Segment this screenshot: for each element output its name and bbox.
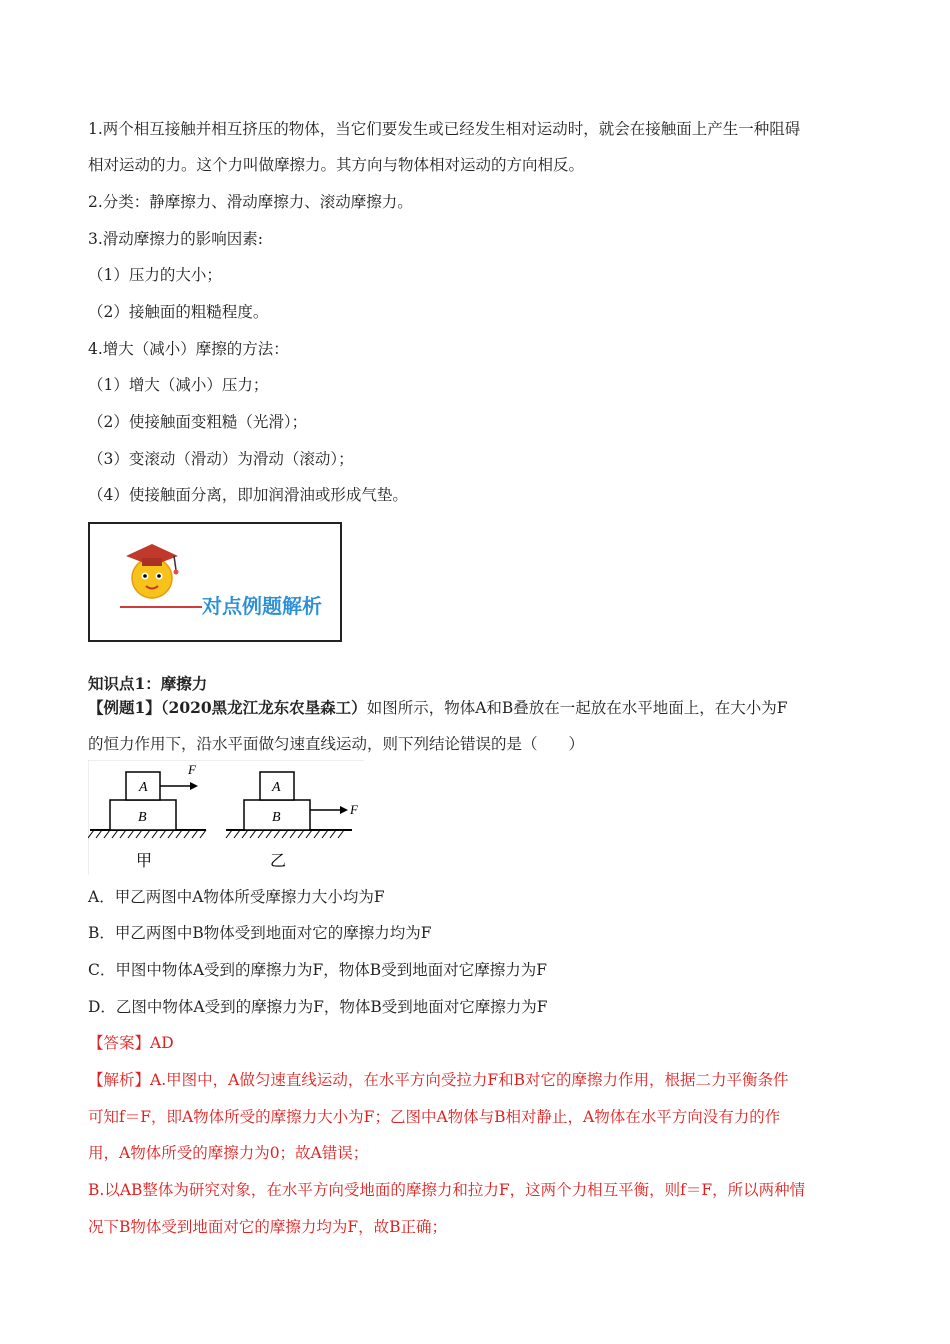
block-b-label: B: [138, 810, 147, 825]
answer-tag: 【答案】: [88, 1034, 151, 1052]
answer-value: AD: [150, 1034, 174, 1052]
intro-line: （4）使接触面分离，即加润滑油或形成气垫。: [88, 486, 408, 504]
intro-line: （1）增大（减小）压力；: [88, 376, 269, 394]
intro-line: （2）使接触面变粗糙（光滑）；: [88, 413, 308, 431]
analysis-line: 用，A物体所受的摩擦力为0；故A错误；: [88, 1144, 369, 1162]
force-label: F: [188, 762, 196, 777]
badge-label: 对点例题解析: [202, 594, 322, 618]
badge-divider: [120, 606, 202, 608]
block-a-label: A: [272, 780, 281, 795]
intro-line: （3）变滚动（滑动）为滑动（滚动）；: [88, 450, 354, 468]
intro-line: 相对运动的力。这个力叫做摩擦力。其方向与物体相对运动的方向相反。: [88, 156, 585, 174]
analysis-text: A.甲图中，A做匀速直线运动，在水平方向受拉力F和B对它的摩擦力作用，根据二力平衡条件: [150, 1071, 789, 1089]
example-stem-line: 的恒力作用下，沿水平面做匀速直线运动，则下列结论错误的是（ ）: [88, 735, 585, 753]
mascot-icon: [112, 536, 192, 606]
intro-line: 4.增大（减小）摩擦的方法：: [88, 340, 289, 358]
intro-line: 3.滑动摩擦力的影响因素:: [88, 230, 264, 248]
caption-left: 甲: [136, 851, 153, 870]
block-a-label: A: [139, 780, 148, 795]
knowledge-title: 知识点1：摩擦力: [88, 674, 208, 693]
intro-line: 2.分类：静摩擦力、滑动摩擦力、滚动摩擦力。: [88, 193, 413, 211]
option-a: A．甲乙两图中A物体所受摩擦力大小均为F: [88, 888, 385, 906]
answer: [88, 1032, 174, 1054]
example-stem-text: 如图所示，物体A和B叠放在一起放在水平地面上，在大小为F: [366, 699, 788, 717]
option-c: C．甲图中物体A受到的摩擦力为F，物体B受到地面对它摩擦力为F: [88, 961, 547, 979]
analysis-line: [88, 1069, 788, 1091]
physics-figure: [88, 760, 364, 875]
intro-line: （2）接触面的粗糙程度。: [88, 303, 269, 321]
intro-line: （1）压力的大小；: [88, 266, 222, 284]
block-b-label: B: [272, 810, 281, 825]
analysis-line: B.以AB整体为研究对象，在水平方向受地面的摩擦力和拉力F，这两个力相互平衡，则f＝F，所以两种情: [88, 1181, 806, 1199]
analysis-line: 可知f＝F，即A物体所受的摩擦力大小为F；乙图中A物体与B相对静止，A物体在水平方向没有力的作: [88, 1108, 781, 1126]
option-d: D．乙图中物体A受到的摩擦力为F，物体B受到地面对它摩擦力为F: [88, 998, 548, 1016]
example-source: （2020黑龙江龙东农垦森工）: [160, 698, 367, 717]
analysis-tag: 【解析】: [88, 1071, 151, 1089]
force-label: F: [350, 802, 358, 817]
intro-line: 1.两个相互接触并相互挤压的物体，当它们要发生或已经发生相对运动时，就会在接触面上产生一种阻碍: [88, 120, 801, 138]
option-b: B．甲乙两图中B物体受到地面对它的摩擦力均为F: [88, 924, 432, 942]
caption-right: 乙: [270, 851, 287, 870]
analysis-line: 况下B物体受到地面对它的摩擦力均为F，故B正确；: [88, 1218, 448, 1236]
example-stem: [88, 697, 788, 719]
section-badge: [88, 522, 342, 642]
example-tag: 【例题1】: [88, 698, 161, 717]
